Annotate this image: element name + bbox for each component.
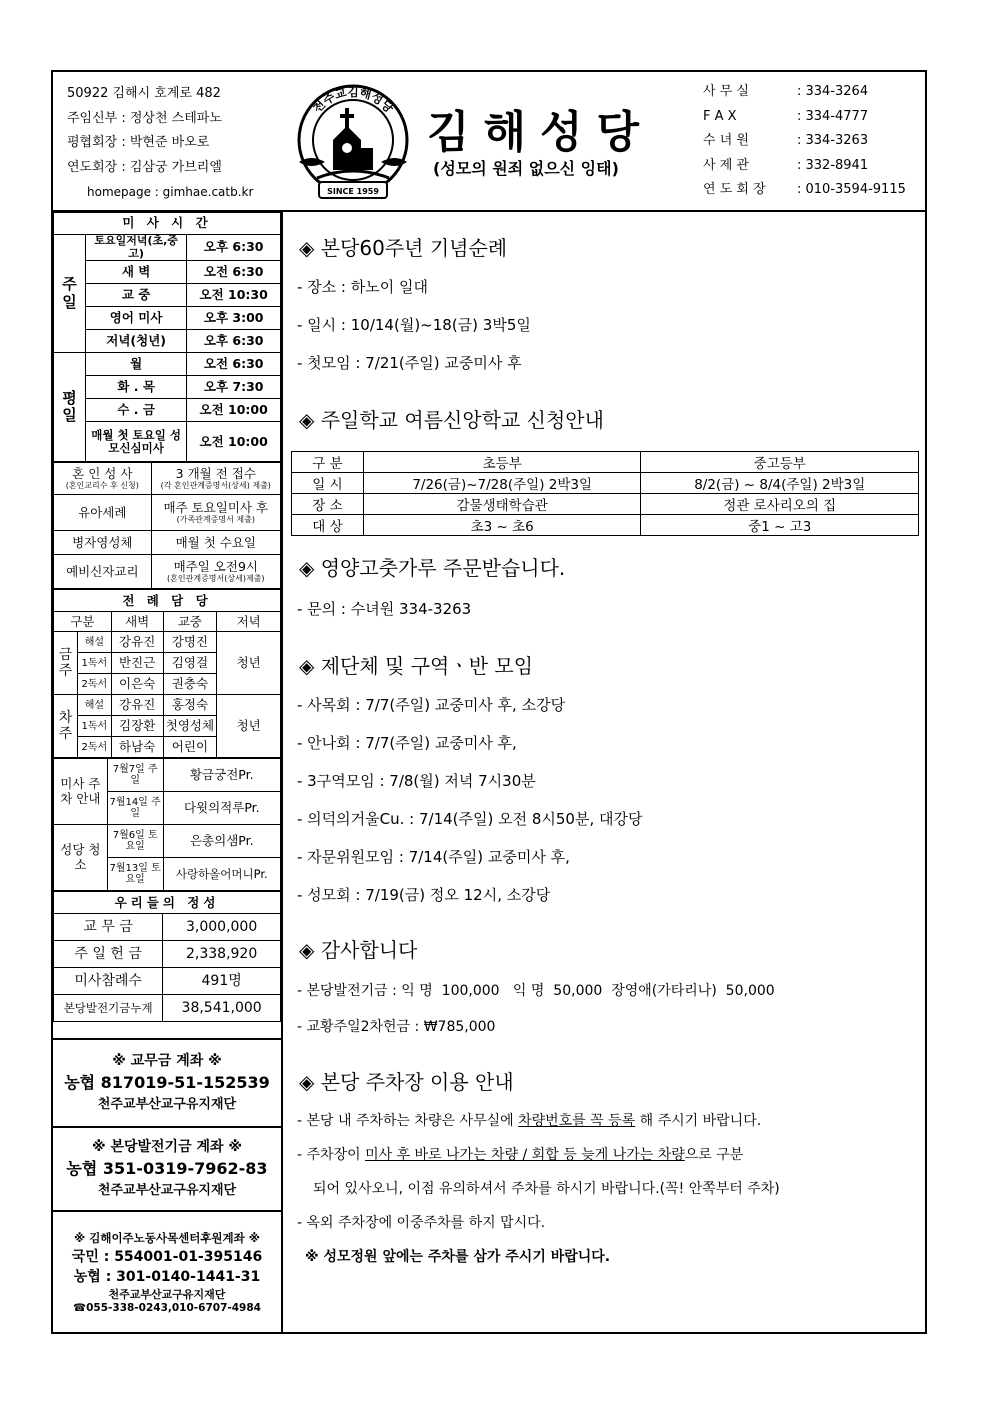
role: 2독서	[77, 737, 111, 758]
offering-value: 38,541,000	[163, 995, 281, 1022]
labor-owner: 천주교부산교구유지재단	[108, 1288, 226, 1301]
notice-line: - 문의 : 수녀원 334-3263	[297, 600, 472, 618]
mass-time: 오전 6:30	[187, 261, 281, 284]
phone-value: : 334-3264	[797, 84, 869, 99]
sacrament-name: 유아세례	[54, 495, 152, 531]
mass-time: 오전 10:30	[187, 284, 281, 307]
main-reader: 권충숙	[163, 674, 217, 695]
phone-row	[703, 178, 906, 203]
duty-who: 은총의샘Pr.	[163, 825, 280, 858]
duty-date: 7월7일 주일	[107, 759, 163, 792]
notice-column	[285, 212, 925, 1332]
offering-name: 주 일 헌 금	[54, 941, 163, 968]
text: 으로 구분	[684, 1147, 744, 1163]
notice-line: - 장소 : 하노이 일대	[297, 278, 428, 296]
bulletin-frame	[51, 70, 927, 1334]
labor-tel: ☎055-338-0243,010-6707-4984	[73, 1302, 261, 1314]
dawn-reader: 김장환	[111, 716, 163, 737]
dawn-reader: 반진근	[111, 653, 163, 674]
duty-who: 다윗의적루Pr.	[163, 792, 280, 825]
offering-name: 미사참례수	[54, 968, 163, 995]
cell: 구 분	[292, 452, 364, 473]
mass-time: 오후 6:30	[187, 235, 281, 261]
council-president: 평협회장 : 박현준 바오로	[67, 135, 210, 150]
underlined-text: 차량번호를 꼭 등록	[518, 1113, 636, 1129]
cell: 8/2(금) ~ 8/4(주일) 2박3일	[641, 473, 919, 494]
groups-title: ◈ 제단체 및 구역ㆍ반 모임	[299, 654, 534, 678]
account-title: ※ 교무금 계좌 ※	[112, 1053, 222, 1069]
dawn-reader: 하남숙	[111, 737, 163, 758]
sacrament-table	[53, 462, 281, 589]
elder-president: 연도회장 : 김삼궁 가브리엘	[67, 159, 222, 175]
phone-value: : 334-3263	[797, 133, 869, 148]
parish-info	[67, 82, 253, 205]
sacrament-value-text: 매주 토요일미사 후	[163, 500, 269, 515]
dawn-reader: 이은숙	[111, 674, 163, 695]
liturgy-header: 저녁	[217, 612, 281, 632]
offering-value: 2,338,920	[163, 941, 281, 968]
phone-row	[703, 154, 906, 179]
pilgrimage-title: ◈ 본당60주년 기념순례	[299, 236, 508, 260]
evening-reader: 청년	[217, 695, 281, 758]
offering-title: 우리들의 정성	[54, 892, 281, 914]
week-label: 금주	[54, 632, 78, 695]
offering-value: 3,000,000	[163, 914, 281, 941]
sacrament-name: 예비신자교리	[54, 555, 152, 589]
offering-table	[53, 891, 281, 1022]
mass-time: 오전 10:00	[187, 422, 281, 462]
mass-title: 미 사 시 간	[54, 213, 281, 235]
main-reader: 강명진	[163, 632, 217, 653]
main-reader: 김영걸	[163, 653, 217, 674]
notice-line: - 사목회 : 7/7(주일) 교중미사 후, 소강당	[297, 696, 566, 714]
cell: 초등부	[363, 452, 641, 473]
cell: 7/26(금)~7/28(주일) 2박3일	[363, 473, 641, 494]
main-reader: 홍정숙	[163, 695, 217, 716]
address: 50922 김해시 호계로 482	[67, 86, 221, 101]
duty-table	[53, 758, 281, 891]
summer-school-title: ◈ 주일학교 여름신앙학교 신청안내	[299, 408, 604, 432]
dawn-reader: 강유진	[111, 632, 163, 653]
account-box	[53, 1128, 281, 1212]
offering-value: 491명	[163, 968, 281, 995]
notice-line: - 자문위원모임 : 7/14(주일) 교중미사 후,	[297, 848, 570, 866]
header	[53, 72, 925, 212]
parking-line-4: - 옥외 주차장에 이중주차를 하지 맙시다.	[297, 1215, 546, 1231]
labor-title: ※ 김해이주노동사목센터후원계좌 ※	[74, 1231, 260, 1245]
notice-line: - 안나회 : 7/7(주일) 교중미사 후,	[297, 734, 517, 752]
notice-line: - 3구역모임 : 7/8(월) 저녁 7시30분	[297, 772, 536, 790]
phone-value: : 334-4777	[797, 108, 869, 124]
dawn-reader: 강유진	[111, 695, 163, 716]
mass-time: 오후 3:00	[187, 307, 281, 330]
notice-line: - 성모회 : 7/19(금) 정오 12시, 소강당	[297, 886, 551, 904]
sacrament-note: (혼인교리수 후 신청)	[65, 481, 139, 491]
pepper-title: ◈ 영양고춧가루 주문받습니다.	[299, 556, 566, 580]
parking-line-1	[297, 1110, 761, 1130]
parking-duty-label: 미사 주차 안내	[54, 759, 108, 825]
week-label: 차주	[54, 695, 78, 758]
notice-line: - 일시 : 10/14(월)~18(금) 3박5일	[297, 316, 531, 334]
sacrament-value-note: (각 혼인관계증명서(상세) 제출)	[160, 481, 271, 491]
phone-label: 수 녀 원	[703, 133, 749, 148]
account-owner: 천주교부산교구유지재단	[97, 1097, 237, 1112]
main-reader: 첫영성체	[163, 716, 217, 737]
role: 1독서	[77, 716, 111, 737]
phone-label: 사 무 실	[703, 84, 749, 99]
mass-name: 수 . 금	[85, 399, 186, 422]
offering-name: 본당발전기금누계	[54, 995, 163, 1022]
account-number: 농협 817019-51-152539	[64, 1073, 270, 1092]
role: 1독서	[77, 653, 111, 674]
summer-school-table	[291, 451, 919, 536]
sacrament-value	[151, 495, 280, 531]
page-title: 김해성당	[427, 107, 654, 158]
liturgy-header: 구분	[54, 612, 112, 632]
phone-label: 연 도 회 장	[703, 182, 766, 197]
sacrament-value	[151, 463, 280, 495]
phone-value: : 332-8941	[797, 157, 869, 173]
sacrament-name-text: 혼 인 성 사	[72, 466, 133, 481]
liturgy-header: 새벽	[111, 612, 163, 632]
sacrament-value: 매월 첫 수요일	[151, 531, 280, 555]
role: 해설	[77, 632, 111, 653]
account-owner: 천주교부산교구유지재단	[97, 1183, 237, 1198]
evening-reader: 청년	[217, 632, 281, 695]
account-number: 농협 351-0319-7962-83	[66, 1159, 268, 1178]
sacrament-name: 병자영성체	[54, 531, 152, 555]
sacrament-value-text: 매주일 오전9시	[173, 559, 258, 574]
underlined-text: 미사 후 바로 나가는 차량 / 회합 등 늦게 나가는 차량	[365, 1147, 685, 1163]
phone-row	[703, 129, 906, 154]
mass-name: 화 . 목	[85, 376, 186, 399]
cleaning-duty-label: 성당 청소	[54, 825, 108, 891]
cell: 대 상	[292, 515, 364, 536]
notice-line: - 의덕의거울Cu. : 7/14(주일) 오전 8시50분, 대강당	[297, 810, 643, 828]
mass-name: 월	[85, 353, 186, 376]
sunday-label: 주일	[54, 235, 86, 353]
labor-center-box	[53, 1212, 281, 1332]
logo-ring-text: 천주교김해성당	[309, 85, 397, 116]
offering-name: 교 무 금	[54, 914, 163, 941]
notice-line: - 본당발전기금 : 익 명 100,000 익 명 50,000 장영애(가타리나) 50,000	[297, 983, 775, 999]
phone-row	[703, 80, 906, 105]
liturgy-title: 전 례 담 당	[54, 590, 281, 612]
phone-label: F A X	[703, 108, 737, 124]
mass-name: 저녁(청년)	[85, 330, 186, 353]
account-box	[53, 1038, 281, 1128]
text: - 본당 내 주차하는 차량은 사무실에	[297, 1113, 519, 1129]
mass-name: 매월 첫 토요일 성모신심미사	[85, 422, 186, 462]
role: 2독서	[77, 674, 111, 695]
duty-date: 7월13일 토요일	[107, 858, 163, 891]
duty-date: 7월14일 주일	[107, 792, 163, 825]
sacrament-value-note: (혼인관계증명서(상세)제출)	[167, 574, 265, 584]
mass-name: 토요일저녁(초,중고)	[85, 235, 186, 261]
notice-line: - 교황주일2차헌금 : ₩785,000	[297, 1019, 496, 1035]
liturgy-header: 교중	[163, 612, 217, 632]
sacrament-value	[151, 555, 280, 589]
sacrament-value-text: 3 개월 전 접수	[175, 466, 256, 481]
text: 해 주시기 바랍니다.	[635, 1113, 762, 1129]
main-reader: 어린이	[163, 737, 217, 758]
parking-line-2	[297, 1144, 743, 1164]
role: 해설	[77, 695, 111, 716]
cell: 정관 로사리오의 집	[641, 494, 919, 515]
parking-title: ◈ 본당 주차장 이용 안내	[299, 1070, 514, 1094]
mass-time: 오전 6:30	[187, 353, 281, 376]
duty-who: 사랑하올어머니Pr.	[163, 858, 280, 891]
mass-time: 오후 7:30	[187, 376, 281, 399]
phone-row	[703, 105, 906, 130]
logo-since: SINCE 1959	[327, 187, 379, 196]
text: - 주차장이	[297, 1147, 366, 1163]
thanks-title: ◈ 감사합니다	[299, 938, 418, 962]
duty-who: 황금궁전Pr.	[163, 759, 280, 792]
labor-account-2: 농협 : 301-0140-1441-31	[73, 1269, 261, 1285]
sacrament-value-note: (가족관계증명서 제출)	[176, 515, 255, 525]
phone-value: : 010-3594-9115	[797, 182, 906, 197]
phone-label: 사 제 관	[703, 157, 749, 173]
homepage: homepage : gimhae.catb.kr	[87, 185, 254, 199]
cell: 장 소	[292, 494, 364, 515]
liturgy-table	[53, 589, 281, 758]
cell: 감물생태학습관	[363, 494, 641, 515]
mass-name: 새 벽	[85, 261, 186, 284]
parking-line-5: ※ 성모정원 앞에는 주차를 삼가 주시기 바랍니다.	[305, 1249, 611, 1265]
account-title: ※ 본당발전기금 계좌 ※	[91, 1139, 243, 1155]
pastor: 주임신부 : 정상천 스테파노	[67, 110, 222, 126]
mass-name: 교 중	[85, 284, 186, 307]
cell: 중고등부	[641, 452, 919, 473]
weekday-label: 평일	[54, 353, 86, 462]
phone-list	[703, 80, 906, 203]
parish-logo-icon	[289, 78, 417, 206]
sacrament-name	[54, 463, 152, 495]
notice-line: - 첫모임 : 7/21(주일) 교중미사 후	[297, 354, 522, 372]
cell: 초3 ~ 초6	[363, 515, 641, 536]
mass-schedule-table	[53, 212, 281, 462]
duty-date: 7월6일 토요일	[107, 825, 163, 858]
left-column	[53, 212, 283, 1332]
mass-name: 영어 미사	[85, 307, 186, 330]
cell: 일 시	[292, 473, 364, 494]
parking-line-3: 되어 있사오니, 이점 유의하셔서 주차를 하시기 바랍니다.(꼭! 안쪽부터 주차)	[313, 1181, 780, 1197]
labor-account-1: 국민 : 554001-01-395146	[71, 1249, 263, 1265]
page-subtitle: (성모의 원죄 없으신 잉태)	[433, 159, 619, 178]
mass-time: 오후 6:30	[187, 330, 281, 353]
mass-time: 오전 10:00	[187, 399, 281, 422]
cell: 중1 ~ 고3	[641, 515, 919, 536]
